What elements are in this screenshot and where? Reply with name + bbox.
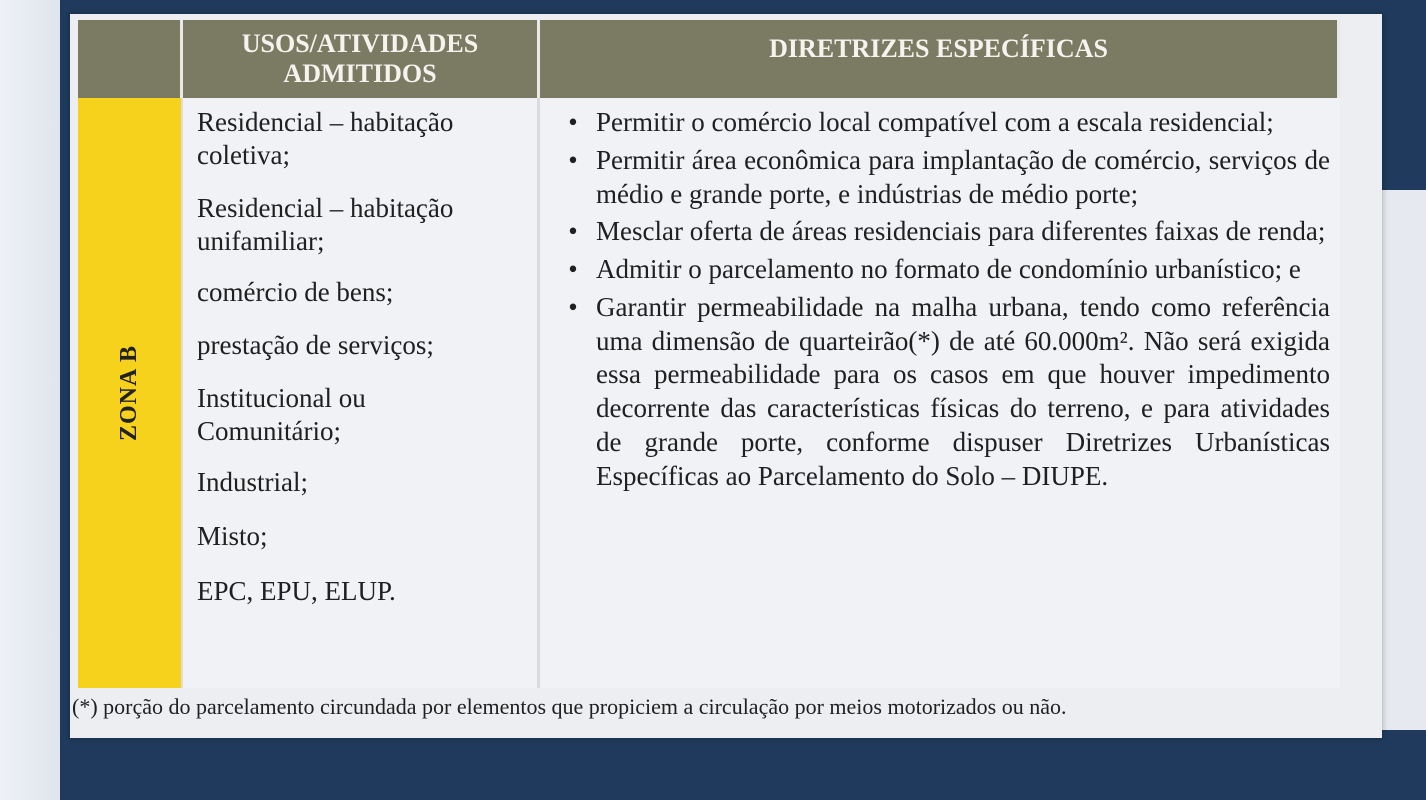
background-right: [1378, 190, 1426, 730]
document-page: [70, 14, 1382, 738]
zone-label-cell: [78, 98, 183, 688]
directives-column: [540, 98, 1340, 688]
list-item: EPC, EPU, ELUP.: [197, 576, 396, 607]
bullet: •: [568, 144, 578, 175]
list-item: [550, 253, 1330, 287]
directive-text: Permitir o comércio local compatível com a escala residencial;: [596, 107, 1274, 137]
header-uses: USOS/ATIVIDADES ADMITIDOS: [183, 20, 540, 98]
list-item: [550, 215, 1330, 249]
bullet: •: [568, 107, 578, 137]
list-item: [550, 291, 1330, 494]
background-left: [0, 0, 60, 800]
list-item: comércio de bens;: [197, 276, 394, 307]
directive-text: Permitir área econômica para implantação de comércio, serviços de médio e grande porte, e indústrias de médio porte;: [596, 144, 1330, 209]
zone-label: ZONA B: [116, 344, 142, 442]
list-item: Misto;: [197, 521, 268, 552]
directive-text: Mesclar oferta de áreas residenciais para diferentes faixas de renda;: [596, 216, 1326, 247]
list-item: [550, 144, 1330, 212]
header-directives: DIRETRIZES ESPECÍFICAS: [540, 20, 1340, 98]
list-item: Institucional ou Comunitário;: [197, 382, 366, 446]
directive-text: Garantir permeabilidade na malha urbana, tendo como referência uma dimensão de quarteirão(*) de até 60.000m². Não será exigida essa permeabilidade para os casos em que houver impedimento decorrente das características físicas do terreno, e para atividades de grande porte, conforme dispuser Diretrizes Urbanísticas Específicas ao Parcelamento do Solo – DIUPE.: [596, 291, 1330, 491]
list-item: prestação de serviços;: [197, 329, 434, 360]
footnote: (*) porção do parcelamento circundada por elementos que propiciem a circulação por meios motorizados ou não.: [72, 694, 1067, 719]
zoning-table: [78, 20, 1340, 688]
directive-text: Admitir o parcelamento no formato de condomínio urbanístico; e: [596, 254, 1301, 284]
list-item: Industrial;: [197, 466, 308, 497]
list-item: Residencial – habitação unifamiliar;: [197, 192, 454, 256]
list-item: Residencial – habitação coletiva;: [197, 107, 454, 170]
uses-column: [183, 98, 540, 688]
bullet: •: [568, 291, 578, 322]
bullet: •: [568, 254, 578, 284]
bullet: •: [568, 216, 578, 247]
list-item: [550, 106, 1330, 140]
header-corner-cell: [78, 20, 183, 98]
